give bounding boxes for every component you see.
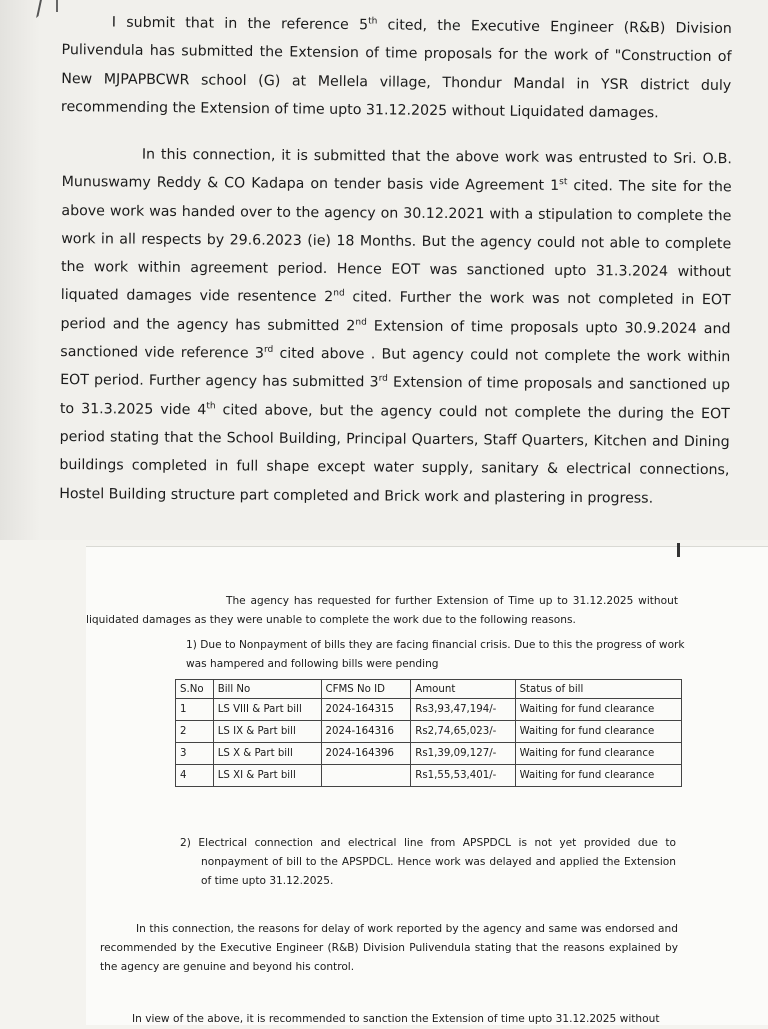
reason-2-electrical: 2) Electrical connection and electrical line from APSPDCL is not yet provided due to nonpayment of bill to the APSPDCL. Hence work was delayed and applied the Extension of time upto 31.12.2025.	[180, 837, 676, 887]
pending-bills-table	[175, 679, 682, 787]
cell-sno: 2	[176, 721, 214, 743]
cell-sno: 1	[176, 699, 214, 721]
cell-bill-no: LS XI & Part bill	[213, 765, 321, 787]
cell-status: Waiting for fund clearance	[515, 699, 681, 721]
paragraph-work-history: In this connection, it is submitted that the above work was entrusted to Sri. O.B. Munuswamy Reddy & CO Kadapa on tender basis vide Agreement 1st cited. The site for the above work was handed over to the agency on 30.12.2021 with a stipulation to complete the work in all respects by 29.6.2023 (ie) 18 Months. But the agency could not able to complete the work within agreement period. Hence EOT was sanctioned upto 31.3.2024 without liquated damages vide resentence 2nd cited. Further the work was not completed in EOT period and the agency has submitted 2nd Extension of time proposals upto 30.9.2024 and sanctioned vide reference 3rd cited above . But agency could not complete the work within EOT period. Further agency has submitted 3rd Extension of time proposals and sanctioned up to 31.3.2025 vide 4th cited above, but the agency could not complete the during the EOT period stating that the School Building, Principal Quarters, Staff Quarters, Kitchen and Dining buildings completed in full shape except water supply, sanitary & electrical connections, Hostel Building structure part completed and Brick work and plastering in progress.	[59, 146, 732, 507]
table-row	[176, 721, 682, 743]
cell-status: Waiting for fund clearance	[515, 743, 681, 765]
paragraph-extension-request: The agency has requested for further Extension of Time up to 31.12.2025 without liquidated damages as they were unable to complete the work due to the following reasons.	[86, 595, 678, 626]
col-header-amount: Amount	[411, 680, 515, 699]
reason-1-financial: 1) Due to Nonpayment of bills they are facing financial crisis. Due to this the progress of work was hampered and following bills were pending	[186, 639, 685, 670]
cell-sno: 3	[176, 743, 214, 765]
paragraph-reference-submission: I submit that in the reference 5th cited, the Executive Engineer (R&B) Division Pulivendula has submitted the Extension of time proposals for the work of "Construction of New MJPAPBCWR school (G) at Mellela village, Thondur Mandal in YSR district duly recommending the Extension of time upto 31.12.2025 without Liquidated damages.	[60, 14, 732, 122]
paragraph-endorsement: In this connection, the reasons for delay of work reported by the agency and same was endorsed and recommended by the Executive Engineer (R&B) Division Pulivendula stating that the reasons explained by the agency are genuine and beyond his control.	[100, 923, 678, 973]
page-corner-mark	[677, 543, 680, 557]
cell-status: Waiting for fund clearance	[515, 765, 681, 787]
cell-amount: Rs1,55,53,401/-	[411, 765, 515, 787]
col-header-cfms-id: CFMS No ID	[321, 680, 411, 699]
table-row	[176, 699, 682, 721]
cell-cfms-id	[321, 765, 411, 787]
page-edge-shadow	[0, 0, 40, 540]
cell-amount: Rs2,74,65,023/-	[411, 721, 515, 743]
table-header-row	[176, 680, 682, 699]
table-row	[176, 765, 682, 787]
col-header-sno: S.No	[176, 680, 214, 699]
cell-cfms-id: 2024-164396	[321, 743, 411, 765]
table-row	[176, 743, 682, 765]
col-header-status: Status of bill	[515, 680, 681, 699]
cell-amount: Rs3,93,47,194/-	[411, 699, 515, 721]
cell-bill-no: LS VIII & Part bill	[213, 699, 321, 721]
cell-cfms-id: 2024-164315	[321, 699, 411, 721]
paragraph-recommendation: In view of the above, it is recommended to sanction the Extension of time upto 31.12.2025 without	[132, 1013, 660, 1025]
cell-sno: 4	[176, 765, 214, 787]
col-header-bill-no: Bill No	[213, 680, 321, 699]
pen-mark-2	[56, 0, 58, 12]
cell-cfms-id: 2024-164316	[321, 721, 411, 743]
cell-status: Waiting for fund clearance	[515, 721, 681, 743]
cell-bill-no: LS IX & Part bill	[213, 721, 321, 743]
cell-amount: Rs1,39,09,127/-	[411, 743, 515, 765]
cell-bill-no: LS X & Part bill	[213, 743, 321, 765]
